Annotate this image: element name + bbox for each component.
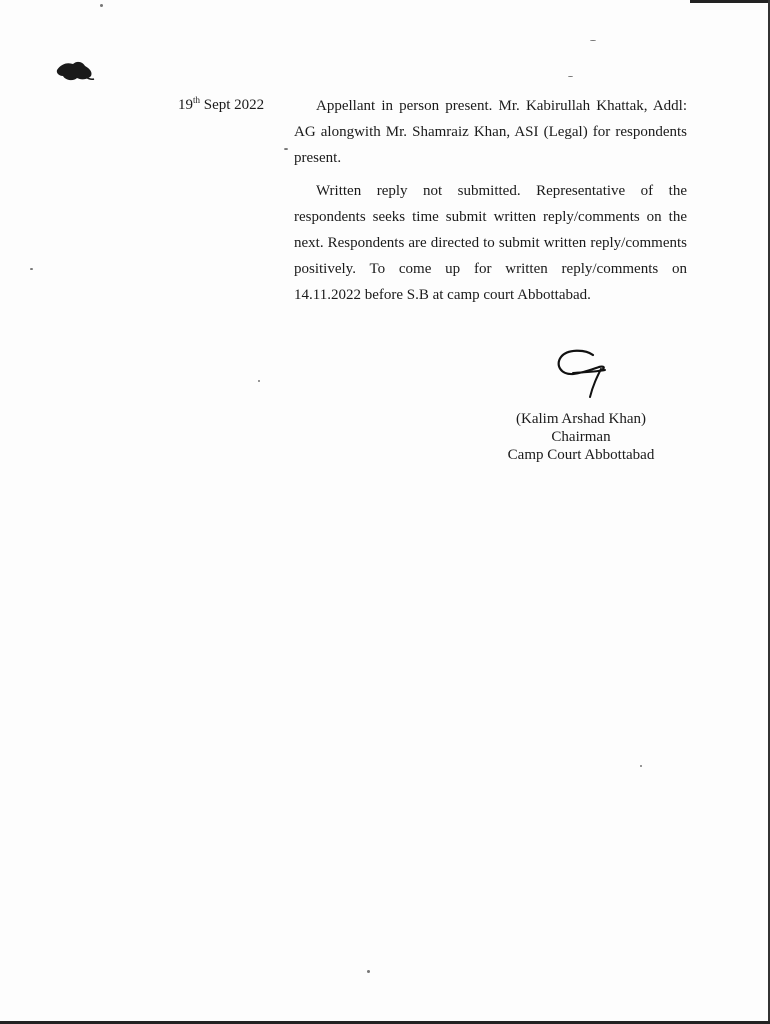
scan-speck	[590, 40, 596, 41]
signatory-name: (Kalim Arshad Khan)	[516, 411, 646, 427]
signatory-designation: Chairman	[551, 429, 611, 445]
signature-icon	[553, 345, 613, 400]
scan-speck	[258, 380, 260, 382]
scan-speck	[100, 4, 103, 7]
scan-edge-top	[690, 0, 770, 3]
order-text	[294, 93, 687, 308]
order-paragraph-2: Written reply not submitted. Representative of the respondents seeks time submit written reply/comments on the next. Respondents are directed to submit written reply/comments positively. To come up for written reply/comments on 14.11.2022 before S.B at camp court Abbottabad.	[294, 183, 687, 303]
scan-speck	[284, 148, 288, 150]
order-date	[178, 95, 264, 115]
order-paragraph-1: Appellant in person present. Mr. Kabirullah Khattak, Addl: AG alongwith Mr. Shamraiz Khan, ASI (Legal) for respondents present.	[294, 98, 687, 166]
date-day: 19	[178, 97, 193, 113]
date-month-year: Sept 2022	[203, 97, 265, 113]
signatory-court: Camp Court Abbottabad	[507, 447, 655, 463]
scan-speck	[568, 76, 573, 77]
scan-speck	[30, 268, 33, 270]
scan-speck	[367, 970, 370, 973]
scan-speck	[640, 765, 642, 767]
signatory-block	[478, 410, 684, 464]
ink-blot-icon	[55, 58, 95, 84]
date-suffix: th	[193, 95, 201, 105]
